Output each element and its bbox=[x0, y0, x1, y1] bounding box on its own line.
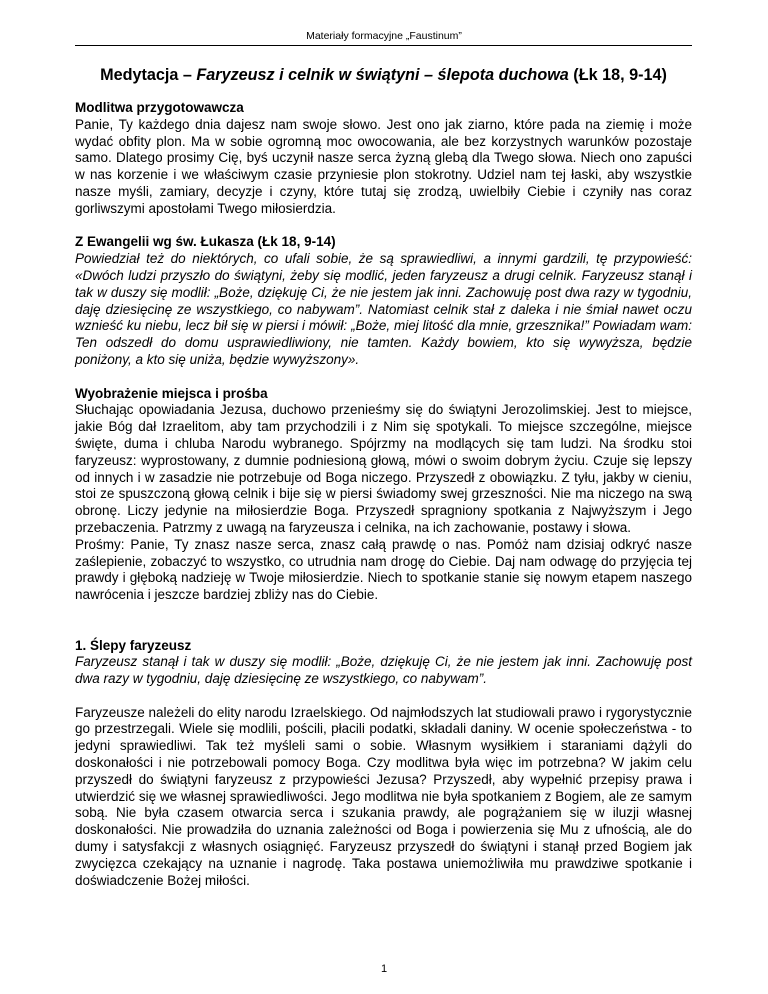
gospel-quote: Powiedział też do niektórych, co ufali sobie, że są sprawiedliwi, a innymi gardzili, tę przypowieść: «Dwóch ludzi przyszło do świątyni, żeby się modlić, jeden faryzeusz a drugi celnik. Faryzeusz stanął i tak w duszy się modlił: „Boże, dziękuję Ci, że nie jestem jak inni. Zachowuję post dwa razy w tygodniu, daję dziesięcinę ze wszystkiego, co nabywam”. Natomiast celnik stał z daleka i nie śmiał nawet oczu wznieść ku niebu, lecz bił się w piersi i mówił: „Boże, miej litość dla mnie, grzesznika!” Powiadam wam: Ten odszedł do domu usprawiedliwiony, nie tamten. Każdy bowiem, kto się wywyższa, będzie poniżony, a kto się uniża, będzie wywyższony». bbox=[75, 251, 692, 367]
document-body bbox=[75, 100, 692, 906]
page-title bbox=[75, 64, 692, 86]
title-prefix: Medytacja – bbox=[100, 66, 197, 84]
section-point-1-heading bbox=[75, 638, 692, 688]
section-gospel bbox=[75, 234, 692, 368]
section-request: Prośmy: Panie, Ty znasz nasze serca, znasz całą prawdę o nas. Pomóż nam dzisiaj odkryć nasze zaślepienie, zobaczyć to wszystko, co utrudnia nam drogę do Ciebie. Daj nam odwagę do przyjęcia tej prawdy i głęboką nadzieję w Twoje miłosierdzie. Niech to spotkanie stanie się nowym etapem naszego nawrócenia i jeszcze bardziej zbliży nas do Ciebie. bbox=[75, 536, 692, 603]
running-header: Materiały formacyjne „Faustinum” bbox=[306, 30, 462, 42]
title-suffix: (Łk 18, 9-14) bbox=[568, 66, 667, 84]
section-paragraph: Panie, Ty każdego dnia dajesz nam swoje słowo. Jest ono jak ziarno, które pada na ziemię i może wydać obfity plon. Ma w sobie ogromną moc owocowania, ale bez korzystnych warunków pozostaje samo. Dlatego prosimy Cię, byś uczynił nasze serca żyzną glebą dla Twego słowa. Niech ono zapuści w nas korzenie i we właściwym czasie przyniesie plon stokrotny. Udziel nam tej łaski, aby wszystkie nasze myśli, zamiary, decyzje i czyny, które tutaj się zrodzą, uwielbiły Ciebie i czyniły nas coraz gorliwszymi apostołami Twego miłosierdzia. bbox=[75, 116, 692, 216]
section-heading: Z Ewangelii wg św. Łukasza (Łk 18, 9-14) bbox=[75, 234, 336, 250]
section-paragraph: Słuchając opowiadania Jezusa, duchowo przenieśmy się do świątyni Jerozolimskiej. Jest to miejsce, jakie Bóg dał Izraelitom, aby tam przychodzili i z Nim się spotykali. To miejsce szczególne, miejsce święte, duma i chluba Narodu wybranego. Spójrzmy na modlących się tam ludzi. Na środku stoi faryzeusz: wyprostowany, z dumnie podniesioną głową, mówi o swoim dobrym życiu. Czuje się lepszy od innych i w zasadzie nie potrzebuje od Boga niczego. Przyszedł z obowiązku. Z tyłu, jakby w cieniu, stoi ze spuszczoną głową celnik i bije się w piersi świadomy swej grzeszności. Nie ma niczego na swą obronę. Liczy jedynie na miłosierdzie Boga. Przyszedł spragniony spotkania z Najwyższym i Jego przebaczenia. Patrzmy z uwagą na faryzeusza i celnika, na ich zachowanie, postawy i słowa. bbox=[75, 402, 692, 535]
section-heading: 1. Ślepy faryzeusz bbox=[75, 637, 192, 653]
section-heading: Wyobrażenie miejsca i prośba bbox=[75, 385, 268, 401]
section-prayer bbox=[75, 100, 692, 218]
section-place bbox=[75, 386, 692, 604]
section-heading: Modlitwa przygotowawcza bbox=[75, 100, 244, 115]
page-number: 1 bbox=[380, 963, 388, 975]
section-paragraph: Faryzeusze należeli do elity narodu Izraelskiego. Od najmłodszych lat studiowali prawo i rygorystycznie go przestrzegali. Wiele się modlili, pościli, płacili podatki, składali daniny. W ocenie społeczeństwa - to jedyni sprawiedliwi. Tak też myśleli sami o sobie. Własnym wysiłkiem i staraniami dążyli do doskonałości i nie potrzebowali pomocy Boga. Czy modlitwa była więc im potrzebna? W jakim celu przyszedł do świątyni faryzeusz z przypowieści Jezusa? Przyszedł, aby wypełnić przepisy prawa i utwierdzić się we własnej sprawiedliwości. Jego modlitwa nie była spotkaniem z Bogiem, ale ze samym sobą. Nie była czasem otwarcia serca i szukania prawdy, ale pogrążaniem się w iluzji własnej doskonałości. Nie prowadziła do uznania zależności od Boga i powierzenia się Mu z ufnością, ale do dumy i satysfakcji z własnych osiągnięć. Faryzeusz przyszedł do świątyni i stanął przed Bogiem jak zwycięzca czekający na uznanie i nagrodę. Taka postawa uniemożliwiła mu prawdziwe spotkanie i doświadczenie Bożej miłości. bbox=[75, 704, 692, 888]
section-point-1-body bbox=[75, 705, 692, 890]
point-quote: Faryzeusz stanął i tak w duszy się modlił: „Boże, dziękuję Ci, że nie jestem jak inni. Zachowuję post dwa razy w tygodniu, daję dziesięcinę ze wszystkiego, co nabywam”. bbox=[75, 654, 692, 687]
title-italic: Faryzeusz i celnik w świątyni – ślepota duchowa bbox=[196, 66, 569, 84]
header-divider bbox=[75, 45, 692, 46]
